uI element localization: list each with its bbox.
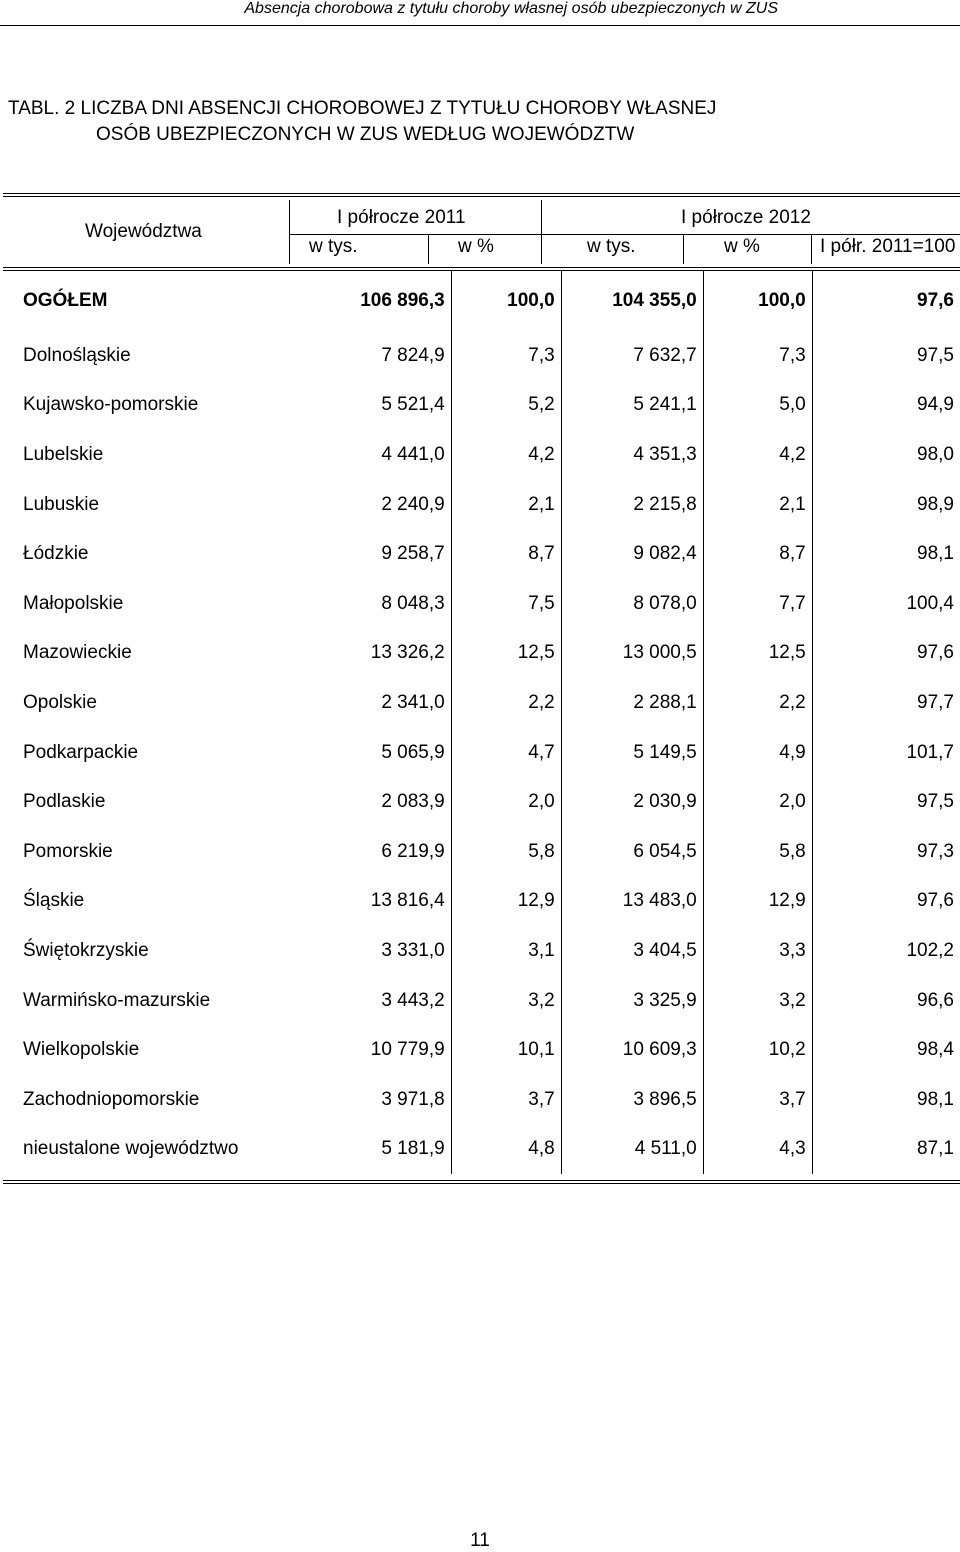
- share-2011-percent-cell: 12,9: [451, 877, 561, 927]
- table-row: [3, 480, 960, 530]
- days-2011-thousands-cell: 5 521,4: [304, 381, 451, 431]
- days-2012-thousands-cell: 10 609,3: [561, 1025, 703, 1075]
- days-2011-thousands-cell: 2 240,9: [304, 480, 451, 530]
- header-divider: [811, 235, 812, 264]
- header-sub-thousands-2011: w tys.: [309, 236, 358, 257]
- table-row: [3, 1125, 960, 1175]
- share-2012-percent-cell: 8,7: [703, 529, 812, 579]
- voivodeship-cell: Wielkopolskie: [23, 1039, 140, 1061]
- share-2012-percent-cell: 12,5: [703, 629, 812, 679]
- index-cell: 97,3: [917, 840, 954, 862]
- title-line-1: TABL. 2 LICZBA DNI ABSENCJI CHOROBOWEJ Z TYTUŁU CHOROBY WŁASNEJ: [8, 98, 717, 119]
- title-line-2: OSÓB UBEZPIECZONYCH W ZUS WEDŁUG WOJEWÓDZTW: [96, 124, 635, 145]
- share-2012-percent-cell: 4,9: [703, 728, 812, 778]
- share-2012-percent-cell: 5,0: [703, 381, 812, 431]
- days-2011-thousands-cell: 10 779,9: [304, 1025, 451, 1075]
- share-2012-percent-cell: 10,2: [703, 1025, 812, 1075]
- share-2012-percent-cell: 7,3: [703, 331, 812, 381]
- voivodeship-cell: Podlaskie: [23, 791, 106, 813]
- share-2011-percent-cell: 12,5: [451, 629, 561, 679]
- index-cell: 98,9: [917, 493, 954, 515]
- index-cell: 100,4: [906, 592, 954, 614]
- days-2012-thousands-cell: 5 149,5: [561, 728, 703, 778]
- share-2012-percent-cell: 100,0: [703, 271, 812, 331]
- page-number: 11: [470, 1530, 490, 1551]
- index-cell: 87,1: [917, 1138, 954, 1160]
- days-2012-thousands-cell: 13 483,0: [561, 877, 703, 927]
- voivodeship-cell: Śląskie: [23, 890, 85, 912]
- days-2011-thousands-cell: 7 824,9: [304, 331, 451, 381]
- share-2011-percent-cell: 5,8: [451, 827, 561, 877]
- voivodeship-cell: Podkarpackie: [23, 741, 139, 763]
- header-sub-percent-2011: w %: [458, 236, 494, 257]
- index-cell: 97,6: [917, 890, 954, 912]
- days-2011-thousands-cell: 3 971,8: [304, 1075, 451, 1125]
- voivodeship-cell: Dolnośląskie: [23, 344, 131, 366]
- index-cell: 101,7: [906, 741, 954, 763]
- days-2011-thousands-cell: 2 341,0: [304, 678, 451, 728]
- share-2012-percent-cell: 12,9: [703, 877, 812, 927]
- share-2012-percent-cell: 7,7: [703, 579, 812, 629]
- days-2012-thousands-cell: 9 082,4: [561, 529, 703, 579]
- data-table: [3, 193, 960, 1184]
- share-2012-percent-cell: 3,7: [703, 1075, 812, 1125]
- days-2012-thousands-cell: 2 030,9: [561, 777, 703, 827]
- share-2012-percent-cell: 4,2: [703, 430, 812, 480]
- share-2011-percent-cell: 7,5: [451, 579, 561, 629]
- voivodeship-cell: Opolskie: [23, 691, 97, 713]
- index-cell: 97,5: [917, 791, 954, 813]
- running-header: Absencja chorobowa z tytułu choroby własnej osób ubezpieczonych w ZUS: [0, 0, 960, 26]
- voivodeship-cell: Kujawsko-pomorskie: [23, 394, 199, 416]
- share-2011-percent-cell: 2,0: [451, 777, 561, 827]
- days-2012-thousands-cell: 2 215,8: [561, 480, 703, 530]
- index-cell: 98,1: [917, 543, 954, 565]
- share-2012-percent-cell: 3,3: [703, 926, 812, 976]
- share-2011-percent-cell: 2,2: [451, 678, 561, 728]
- data-table-body: [3, 271, 960, 1174]
- days-2012-thousands-cell: 8 078,0: [561, 579, 703, 629]
- voivodeship-cell: OGÓŁEM: [23, 290, 108, 311]
- share-2012-percent-cell: 5,8: [703, 827, 812, 877]
- table-row: [3, 430, 960, 480]
- share-2011-percent-cell: 100,0: [451, 271, 561, 331]
- voivodeship-cell: Mazowieckie: [23, 642, 132, 664]
- index-cell: 98,4: [917, 1039, 954, 1061]
- days-2012-thousands-cell: 4 351,3: [561, 430, 703, 480]
- share-2011-percent-cell: 10,1: [451, 1025, 561, 1075]
- table-header: [3, 197, 960, 267]
- days-2012-thousands-cell: 6 054,5: [561, 827, 703, 877]
- voivodeship-cell: Lubelskie: [23, 443, 104, 465]
- days-2011-thousands-cell: 2 083,9: [304, 777, 451, 827]
- header-sub-thousands-2012: w tys.: [587, 236, 636, 257]
- share-2011-percent-cell: 4,2: [451, 430, 561, 480]
- share-2012-percent-cell: 4,3: [703, 1125, 812, 1175]
- header-divider: [289, 200, 290, 264]
- header-row-label: Województwa: [85, 221, 202, 242]
- share-2011-percent-cell: 4,7: [451, 728, 561, 778]
- days-2011-thousands-cell: 8 048,3: [304, 579, 451, 629]
- voivodeship-cell: Świętokrzyskie: [23, 939, 149, 961]
- table-row: [3, 1025, 960, 1075]
- table-row: [3, 877, 960, 927]
- days-2012-thousands-cell: 7 632,7: [561, 331, 703, 381]
- table-row: [3, 579, 960, 629]
- days-2011-thousands-cell: 4 441,0: [304, 430, 451, 480]
- days-2012-thousands-cell: 2 288,1: [561, 678, 703, 728]
- index-cell: 97,5: [917, 344, 954, 366]
- header-divider: [541, 200, 542, 264]
- share-2011-percent-cell: 7,3: [451, 331, 561, 381]
- voivodeship-cell: nieustalone województwo: [23, 1138, 239, 1160]
- share-2011-percent-cell: 2,1: [451, 480, 561, 530]
- header-divider: [683, 235, 684, 264]
- table-row: [3, 629, 960, 679]
- table-row: [3, 529, 960, 579]
- share-2011-percent-cell: 3,7: [451, 1075, 561, 1125]
- table-row: [3, 381, 960, 431]
- voivodeship-cell: Małopolskie: [23, 592, 124, 614]
- index-cell: 96,6: [917, 989, 954, 1011]
- share-2012-percent-cell: 2,2: [703, 678, 812, 728]
- share-2012-percent-cell: 2,1: [703, 480, 812, 530]
- share-2011-percent-cell: 3,2: [451, 976, 561, 1026]
- table-row: [3, 777, 960, 827]
- days-2012-thousands-cell: 3 404,5: [561, 926, 703, 976]
- table-row: [3, 926, 960, 976]
- table-row: [3, 331, 960, 381]
- days-2011-thousands-cell: 13 816,4: [304, 877, 451, 927]
- table-row: [3, 976, 960, 1026]
- index-cell: 97,7: [917, 691, 954, 713]
- table-row: [3, 1075, 960, 1125]
- table-row: [3, 827, 960, 877]
- voivodeship-cell: Pomorskie: [23, 840, 113, 862]
- share-2011-percent-cell: 3,1: [451, 926, 561, 976]
- header-divider: [428, 235, 429, 264]
- header-sub-index: I półr. 2011=100: [820, 236, 956, 257]
- share-2012-percent-cell: 2,0: [703, 777, 812, 827]
- days-2012-thousands-cell: 4 511,0: [561, 1125, 703, 1175]
- table-bottom-rule: [3, 1180, 960, 1184]
- index-cell: 97,6: [917, 642, 954, 664]
- table-row: [3, 678, 960, 728]
- voivodeship-cell: Warmińsko-mazurskie: [23, 989, 211, 1011]
- share-2011-percent-cell: 4,8: [451, 1125, 561, 1175]
- days-2011-thousands-cell: 6 219,9: [304, 827, 451, 877]
- days-2012-thousands-cell: 3 325,9: [561, 976, 703, 1026]
- days-2011-thousands-cell: 3 443,2: [304, 976, 451, 1026]
- days-2012-thousands-cell: 104 355,0: [561, 271, 703, 331]
- index-cell: 102,2: [906, 939, 954, 961]
- header-group-2011: I półrocze 2011: [337, 207, 466, 228]
- share-2011-percent-cell: 8,7: [451, 529, 561, 579]
- voivodeship-cell: Łódzkie: [23, 543, 89, 565]
- index-cell: 98,1: [917, 1088, 954, 1110]
- days-2012-thousands-cell: 13 000,5: [561, 629, 703, 679]
- share-2012-percent-cell: 3,2: [703, 976, 812, 1026]
- header-mid-rule: [289, 234, 960, 235]
- header-sub-percent-2012: w %: [724, 236, 760, 257]
- header-group-2012: I półrocze 2012: [681, 207, 811, 228]
- index-cell: 97,6: [917, 290, 954, 311]
- days-2011-thousands-cell: 5 065,9: [304, 728, 451, 778]
- share-2011-percent-cell: 5,2: [451, 381, 561, 431]
- days-2012-thousands-cell: 3 896,5: [561, 1075, 703, 1125]
- days-2012-thousands-cell: 5 241,1: [561, 381, 703, 431]
- days-2011-thousands-cell: 9 258,7: [304, 529, 451, 579]
- table-row: [3, 728, 960, 778]
- table-row: [3, 271, 960, 331]
- voivodeship-cell: Lubuskie: [23, 493, 100, 515]
- days-2011-thousands-cell: 3 331,0: [304, 926, 451, 976]
- voivodeship-cell: Zachodniopomorskie: [23, 1088, 200, 1110]
- index-cell: 98,0: [917, 443, 954, 465]
- index-cell: 94,9: [917, 394, 954, 416]
- days-2011-thousands-cell: 13 326,2: [304, 629, 451, 679]
- days-2011-thousands-cell: 106 896,3: [304, 271, 451, 331]
- table-title: [8, 96, 716, 148]
- days-2011-thousands-cell: 5 181,9: [304, 1125, 451, 1175]
